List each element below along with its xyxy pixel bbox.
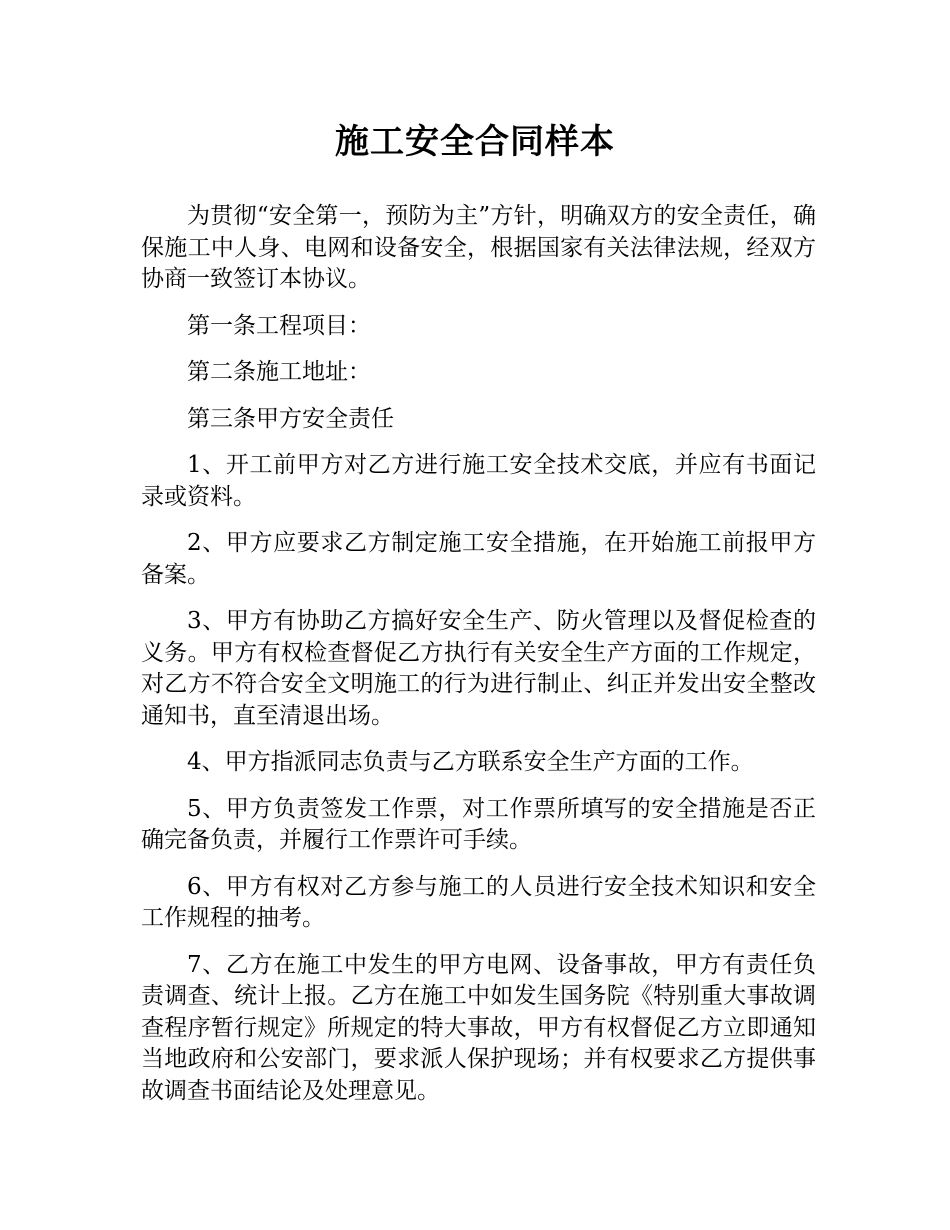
clause-6: 6、甲方有权对乙方参与施工的人员进行安全技术知识和安全工作规程的抽考。 (141, 873, 816, 931)
article-3-heading: 第三条甲方安全责任 (187, 405, 394, 432)
document-title: 施工安全合同样本 (335, 122, 615, 162)
clause-4: 4、甲方指派同志负责与乙方联系安全生产方面的工作。 (187, 749, 754, 775)
clause-2: 2、甲方应要求乙方制定施工安全措施，在开始施工前报甲方备案。 (141, 530, 816, 588)
clause-1: 1、开工前甲方对乙方进行施工安全技术交底，并应有书面记录或资料。 (141, 452, 816, 510)
article-2-heading: 第二条施工地址： (187, 359, 371, 385)
clause-7: 7、乙方在施工中发生的甲方电网、设备事故，甲方有责任负责调查、统计上报。乙方在施工中如发生国务院《特别重大事故调查程序暂行规定》所规定的特大事故，甲方有权督促乙方立即通知当地政府和公安部门，要求派人保护现场；并有权要求乙方提供事故调查书面结论及处理意见。 (141, 951, 816, 1104)
intro-paragraph: 为贯彻“安全第一，预防为主”方针，明确双方的安全责任，确保施工中人身、电网和设备安全，根据国家有关法律法规，经双方协商一致签订本协议。 (141, 203, 816, 292)
article-1-heading: 第一条工程项目： (187, 312, 371, 339)
clause-5: 5、甲方负责签发工作票，对工作票所填写的安全措施是否正确完备负责，并履行工作票许可手续。 (141, 795, 816, 853)
document-body (141, 201, 816, 1122)
clause-3: 3、甲方有协助乙方搞好安全生产、防火管理以及督促检查的义务。甲方有权检查督促乙方执行有关安全生产方面的工作规定，对乙方不符合安全文明施工的行为进行制止、纠正并发出安全整改通知书，直至清退出场。 (141, 608, 816, 729)
